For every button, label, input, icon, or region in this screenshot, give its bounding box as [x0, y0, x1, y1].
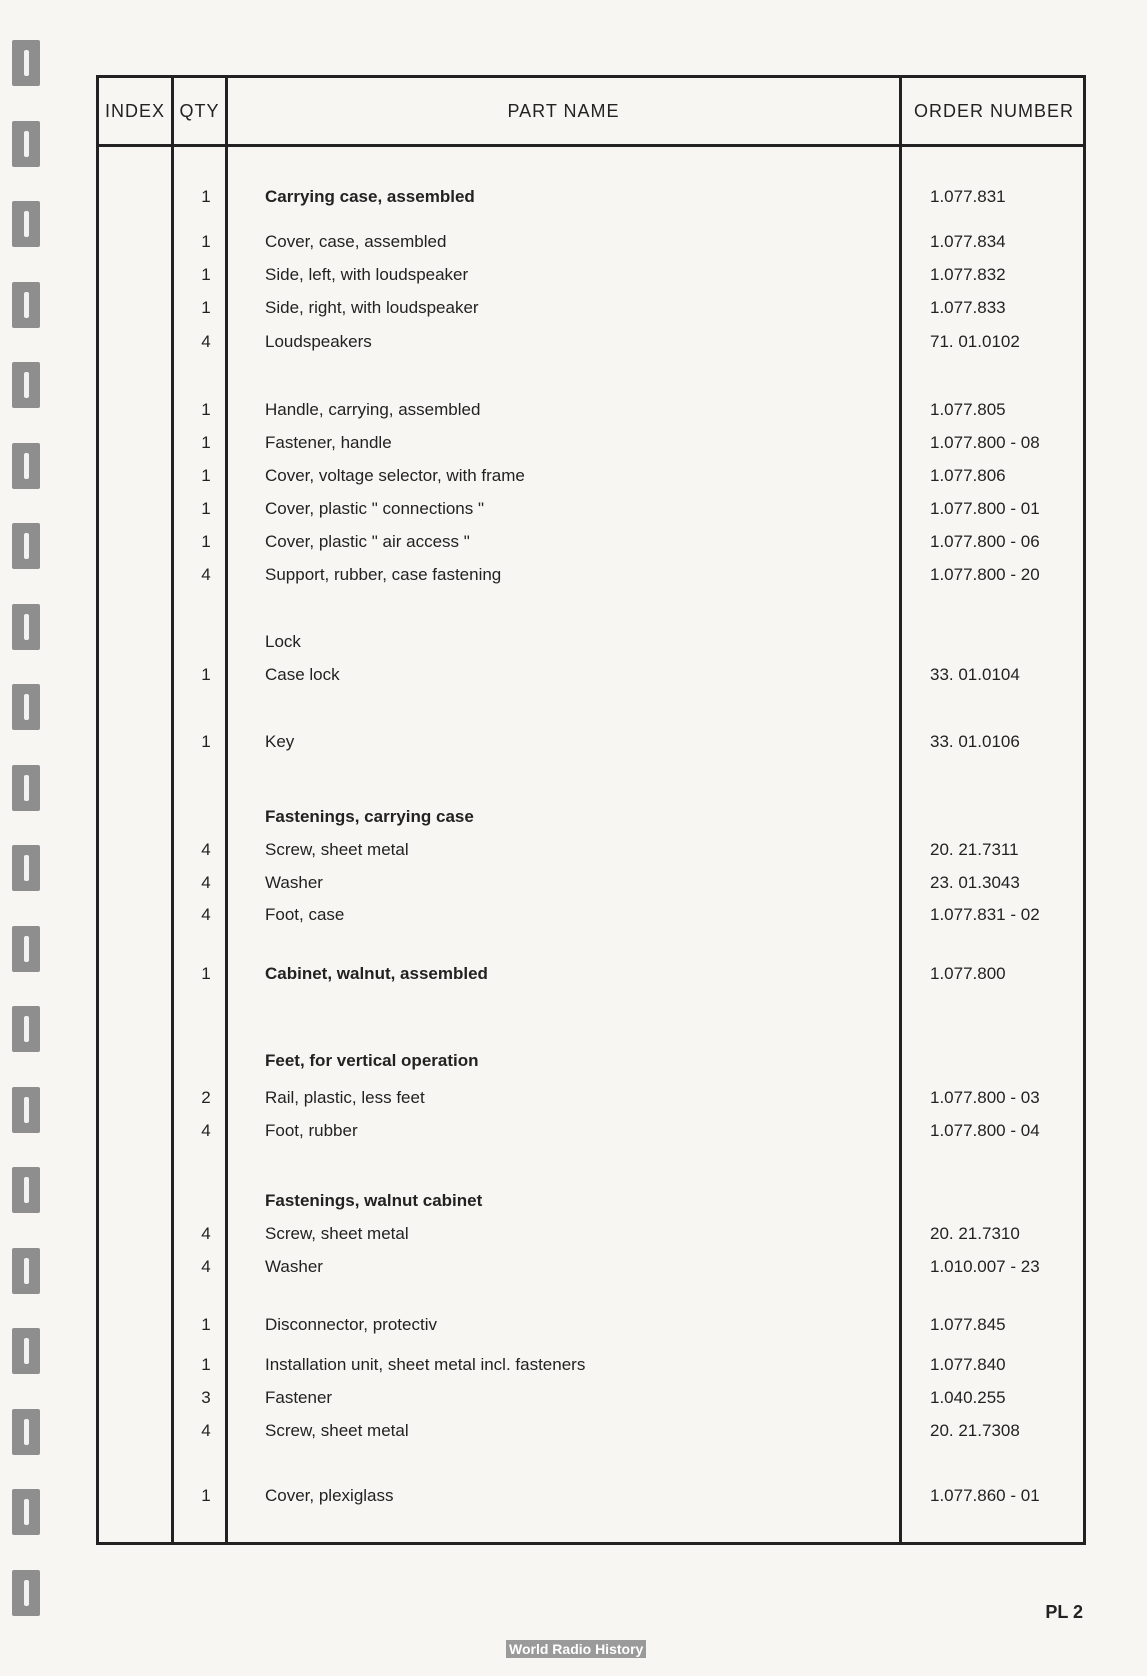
binder-hole [12, 1087, 40, 1133]
qty-cell: 1 [201, 400, 211, 419]
qty-cell: 4 [201, 565, 211, 584]
qty-cell: 1 [201, 964, 211, 983]
table-row [99, 836, 1083, 866]
binder-hole [12, 121, 40, 167]
part-name-cell: Screw, sheet metal [265, 840, 409, 859]
table-row [99, 1084, 1083, 1114]
binder-hole [12, 926, 40, 972]
table-row [99, 803, 1083, 833]
part-name-cell: Cover, plastic " air access " [265, 532, 470, 551]
part-name-cell: Installation unit, sheet metal incl. fasteners [265, 1355, 586, 1374]
order-number-cell: 1.077.800 [930, 964, 1006, 983]
qty-cell: 4 [201, 1121, 211, 1140]
part-name-cell: Side, left, with loudspeaker [265, 265, 469, 284]
table-row [99, 228, 1083, 258]
qty-cell: 1 [201, 1355, 211, 1374]
order-number-cell: 1.077.832 [930, 265, 1006, 284]
order-number-cell: 71. 01.0102 [930, 332, 1020, 351]
binder-hole [12, 362, 40, 408]
part-name-cell: Cover, voltage selector, with frame [265, 466, 525, 485]
order-number-cell: 1.077.831 [930, 187, 1006, 206]
table-row [99, 1253, 1083, 1283]
qty-cell: 2 [201, 1088, 211, 1107]
part-name-cell: Washer [265, 873, 323, 892]
part-name-cell: Cover, plastic " connections " [265, 499, 485, 518]
table-row [99, 1482, 1083, 1512]
table-row [99, 728, 1083, 758]
qty-cell: 1 [201, 187, 211, 206]
binder-hole [12, 443, 40, 489]
table-row [99, 1187, 1083, 1217]
qty-cell: 1 [201, 1486, 211, 1505]
table-row [99, 183, 1083, 213]
part-name-cell: Feet, for vertical operation [265, 1051, 479, 1070]
part-name-cell: Fastenings, carrying case [265, 807, 474, 826]
parts-list-table [96, 75, 1086, 1545]
order-number-cell: 1.077.800 - 03 [930, 1088, 1040, 1107]
part-name-cell: Key [265, 732, 295, 751]
table-row [99, 328, 1083, 358]
table-row [99, 495, 1083, 525]
qty-cell: 4 [201, 840, 211, 859]
qty-cell: 1 [201, 298, 211, 317]
header-divider [99, 144, 1083, 147]
qty-cell: 1 [201, 532, 211, 551]
part-name-cell: Washer [265, 1257, 323, 1276]
order-number-cell: 1.010.007 - 23 [930, 1257, 1040, 1276]
order-number-cell: 20. 21.7308 [930, 1421, 1020, 1440]
binder-hole [12, 40, 40, 86]
order-number-cell: 20. 21.7310 [930, 1224, 1020, 1243]
binder-hole [12, 201, 40, 247]
table-row [99, 462, 1083, 492]
part-name-cell: Cover, case, assembled [265, 232, 447, 251]
order-number-cell: 33. 01.0104 [930, 665, 1020, 684]
qty-cell: 4 [201, 332, 211, 351]
table-row [99, 561, 1083, 591]
table-row [99, 1417, 1083, 1447]
order-number-cell: 1.077.840 [930, 1355, 1006, 1374]
table-row [99, 901, 1083, 931]
qty-cell: 3 [201, 1388, 211, 1407]
order-number-cell: 1.077.831 - 02 [930, 905, 1040, 924]
part-name-cell: Foot, case [265, 905, 345, 924]
order-number-cell: 1.077.806 [930, 466, 1006, 485]
part-name-cell: Fastener [265, 1388, 333, 1407]
qty-cell: 1 [201, 732, 211, 751]
binder-hole [12, 1167, 40, 1213]
table-row [99, 396, 1083, 426]
part-name-cell: Loudspeakers [265, 332, 372, 351]
part-name-cell: Cover, plexiglass [265, 1486, 394, 1505]
table-row [99, 1117, 1083, 1147]
table-row [99, 1220, 1083, 1250]
binder-hole [12, 765, 40, 811]
order-number-cell: 1.077.805 [930, 400, 1006, 419]
qty-cell: 1 [201, 265, 211, 284]
table-row [99, 261, 1083, 291]
table-row [99, 528, 1083, 558]
table-row [99, 869, 1083, 899]
part-name-cell: Foot, rubber [265, 1121, 358, 1140]
table-row [99, 628, 1083, 658]
part-name-cell: Lock [265, 632, 301, 651]
header-order-number: ORDER NUMBER [913, 100, 1074, 121]
part-name-cell: Fastener, handle [265, 433, 392, 452]
order-number-cell: 1.077.800 - 20 [930, 565, 1040, 584]
qty-cell: 4 [201, 905, 211, 924]
qty-cell: 4 [201, 1257, 211, 1276]
part-name-cell: Handle, carrying, assembled [265, 400, 481, 419]
binder-hole [12, 1248, 40, 1294]
part-name-cell: Case lock [265, 665, 340, 684]
qty-cell: 1 [201, 499, 211, 518]
table-row [99, 1047, 1083, 1077]
binder-hole [12, 282, 40, 328]
binder-hole [12, 684, 40, 730]
table-row [99, 429, 1083, 459]
table-row [99, 960, 1083, 990]
qty-cell: 1 [201, 232, 211, 251]
table-row [99, 1311, 1083, 1341]
order-number-cell: 1.077.800 - 01 [930, 499, 1040, 518]
order-number-cell: 1.040.255 [930, 1388, 1006, 1407]
order-number-cell: 1.077.833 [930, 298, 1006, 317]
binder-hole [12, 1006, 40, 1052]
qty-cell: 1 [201, 665, 211, 684]
binder-hole [12, 523, 40, 569]
order-number-cell: 1.077.845 [930, 1315, 1006, 1334]
binder-hole [12, 1409, 40, 1455]
order-number-cell: 1.077.834 [930, 232, 1006, 251]
part-name-cell: Screw, sheet metal [265, 1421, 409, 1440]
table-row [99, 661, 1083, 691]
qty-cell: 1 [201, 1315, 211, 1334]
part-name-cell: Cabinet, walnut, assembled [265, 964, 488, 983]
watermark: World Radio History [506, 1640, 646, 1658]
qty-cell: 4 [201, 873, 211, 892]
table-row [99, 1351, 1083, 1381]
table-row [99, 1384, 1083, 1414]
header-index: INDEX [104, 100, 165, 121]
part-name-cell: Disconnector, protectiv [265, 1315, 437, 1334]
order-number-cell: 23. 01.3043 [930, 873, 1020, 892]
part-name-cell: Fastenings, walnut cabinet [265, 1191, 483, 1210]
binder-hole [12, 1328, 40, 1374]
part-name-cell: Carrying case, assembled [265, 187, 475, 206]
binder-hole [12, 1570, 40, 1616]
order-number-cell: 1.077.800 - 04 [930, 1121, 1040, 1140]
part-name-cell: Side, right, with loudspeaker [265, 298, 479, 317]
order-number-cell: 33. 01.0106 [930, 732, 1020, 751]
part-name-cell: Rail, plastic, less feet [265, 1088, 425, 1107]
order-number-cell: 1.077.800 - 08 [930, 433, 1040, 452]
header-qty: QTY [179, 100, 220, 121]
qty-cell: 1 [201, 466, 211, 485]
part-name-cell: Support, rubber, case fastening [265, 565, 502, 584]
order-number-cell: 1.077.800 - 06 [930, 532, 1040, 551]
qty-cell: 4 [201, 1421, 211, 1440]
header-part-name: PART NAME [507, 100, 620, 121]
page-label: PL 2 [1045, 1602, 1083, 1622]
order-number-cell: 1.077.860 - 01 [930, 1486, 1040, 1505]
binder-hole [12, 604, 40, 650]
binder-hole [12, 845, 40, 891]
part-name-cell: Screw, sheet metal [265, 1224, 409, 1243]
order-number-cell: 20. 21.7311 [930, 840, 1019, 859]
qty-cell: 4 [201, 1224, 211, 1243]
binder-hole [12, 1489, 40, 1535]
table-row [99, 294, 1083, 324]
qty-cell: 1 [201, 433, 211, 452]
